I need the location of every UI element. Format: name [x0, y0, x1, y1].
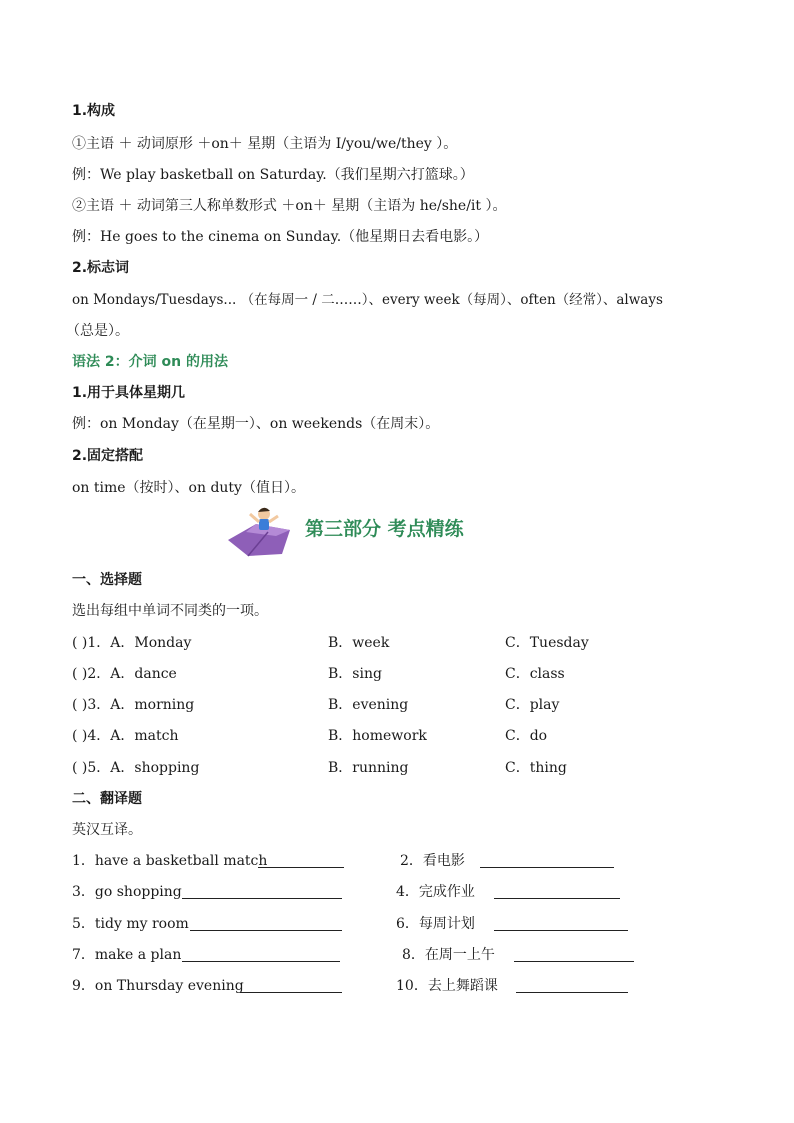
example-weekday: 例：on Monday（在星期一）、on weekends（在周末）。 — [72, 416, 440, 432]
translation-prompt: 4．完成作业 — [396, 884, 475, 900]
question-option-a: ( )1．A．Monday — [72, 635, 192, 651]
section-1-instruction: 选出每组中单词不同类的一项。 — [72, 603, 268, 619]
answer-blank[interactable] — [480, 853, 614, 868]
example-2: 例：He goes to the cinema on Sunday.（他星期日去看电影。） — [72, 229, 489, 245]
translation-prompt: 3．go shopping — [72, 884, 182, 900]
question-option-c: C．thing — [505, 760, 567, 776]
example-fixed: on time（按时）、on duty（值日）。 — [72, 480, 305, 496]
rule-1: ①主语 ＋ 动词原形 ＋on＋ 星期（主语为 I/you/we/they ）。 — [72, 136, 458, 152]
section-banner-title: 第三部分 考点精练 — [305, 518, 464, 540]
question-option-b: B．running — [328, 760, 409, 776]
question-option-b: B．sing — [328, 666, 382, 682]
translation-prompt: 1．have a basketball match — [72, 853, 268, 869]
question-option-a: ( )5．A．shopping — [72, 760, 200, 776]
answer-blank[interactable] — [514, 947, 634, 962]
answer-blank[interactable] — [182, 884, 342, 899]
answer-blank[interactable] — [240, 978, 342, 993]
translation-prompt: 7．make a plan — [72, 947, 182, 963]
question-option-c: C．do — [505, 728, 548, 744]
signal-words-line-1: on Mondays/Tuesdays... （在每周一 / 二……）、every week（每周）、often（经常）、always — [72, 292, 663, 308]
heading-fixed-collocation: 2.固定搭配 — [72, 448, 144, 464]
grammar-2-title: 语法 2：介词 on 的用法 — [72, 354, 228, 370]
section-2-instruction: 英汉互译。 — [72, 822, 142, 838]
signal-words-line-2: （总是）。 — [66, 323, 129, 339]
translation-prompt: 5．tidy my room — [72, 916, 189, 932]
section-1-title: 一、选择题 — [72, 572, 142, 588]
question-option-b: B．evening — [328, 697, 409, 713]
example-1: 例：We play basketball on Saturday.（我们星期六打篮球。） — [72, 167, 474, 183]
answer-blank[interactable] — [182, 947, 340, 962]
question-option-c: C．Tuesday — [505, 635, 589, 651]
question-option-b: B．week — [328, 635, 390, 651]
question-option-a: ( )2．A．dance — [72, 666, 177, 682]
question-option-b: B．homework — [328, 728, 427, 744]
question-option-a: ( )4．A．match — [72, 728, 179, 744]
translation-prompt: 8．在周一上午 — [402, 947, 495, 963]
translation-prompt: 9．on Thursday evening — [72, 978, 244, 994]
heading-structure: 1.构成 — [72, 103, 116, 119]
heading-signal-words: 2.标志词 — [72, 260, 130, 276]
question-option-a: ( )3．A．morning — [72, 697, 195, 713]
rule-2: ②主语 ＋ 动词第三人称单数形式 ＋on＋ 星期（主语为 he/she/it ）。 — [72, 198, 507, 214]
question-option-c: C．play — [505, 697, 560, 713]
section-2-title: 二、翻译题 — [72, 791, 142, 807]
answer-blank[interactable] — [258, 853, 344, 868]
translation-prompt: 10．去上舞蹈课 — [396, 978, 498, 994]
question-option-c: C．class — [505, 666, 565, 682]
answer-blank[interactable] — [516, 978, 628, 993]
answer-blank[interactable] — [494, 884, 620, 899]
translation-prompt: 2．看电影 — [400, 853, 465, 869]
answer-blank[interactable] — [190, 916, 342, 931]
heading-weekday: 1.用于具体星期几 — [72, 385, 186, 401]
translation-prompt: 6．每周计划 — [396, 916, 475, 932]
answer-blank[interactable] — [494, 916, 628, 931]
